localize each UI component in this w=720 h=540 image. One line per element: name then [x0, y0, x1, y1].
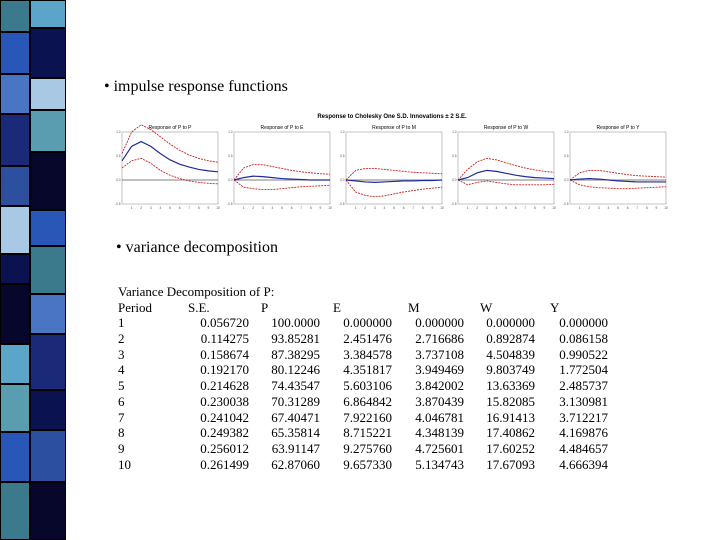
x-tick-label: 4 — [495, 206, 498, 210]
table-cell: 17.40862 — [486, 425, 535, 441]
y-tick-label: 0.0 — [340, 178, 345, 183]
sidebar-block — [30, 152, 66, 210]
x-tick-label: 4 — [271, 206, 274, 210]
x-tick-label: 6 — [402, 206, 405, 210]
x-tick-label: 3 — [149, 206, 152, 210]
panel-title: Response of P to P — [148, 125, 192, 131]
y-tick-label: -0.5 — [563, 202, 569, 207]
panel-frame — [122, 132, 218, 204]
panel-title: Response of P to Y — [596, 125, 640, 131]
table-cell: 8 — [118, 425, 125, 441]
panel-frame — [346, 132, 442, 204]
table-cell: 65.35814 — [271, 425, 320, 441]
y-tick-label: -0.5 — [451, 202, 457, 207]
y-tick-label: 1.0 — [452, 130, 457, 135]
table-cell: 2.485737 — [559, 378, 608, 394]
bullet-variance-decomposition — [116, 239, 278, 257]
x-tick-label: 6 — [290, 206, 293, 210]
response-line — [122, 142, 218, 172]
sidebar-decoration — [0, 0, 66, 540]
table-cell: 7 — [118, 409, 125, 425]
x-tick-label: 8 — [421, 206, 424, 210]
lower-band-line — [458, 180, 554, 185]
x-tick-label: 9 — [319, 206, 322, 210]
x-tick-label: 4 — [607, 206, 610, 210]
panel-title: Response of P to W — [483, 125, 529, 131]
table-cell: 0.990522 — [559, 346, 608, 362]
table-cell: 63.91147 — [271, 440, 320, 456]
x-tick-label: 5 — [393, 206, 395, 210]
table-cell: 0.241042 — [200, 409, 249, 425]
x-tick-label: 5 — [505, 206, 507, 210]
table-cell: 13.63369 — [486, 378, 535, 394]
sidebar-block — [0, 344, 30, 384]
x-tick-label: 7 — [636, 206, 639, 210]
table-cell: 8.715221 — [343, 425, 392, 441]
table-cell: 100.0000 — [271, 315, 320, 331]
y-tick-label: 1.0 — [340, 130, 345, 135]
x-tick-label: 4 — [383, 206, 386, 210]
table-cell: 3 — [118, 346, 125, 362]
sidebar-block — [30, 334, 66, 390]
sidebar-block — [30, 390, 66, 430]
table-cell: 1.772504 — [559, 362, 608, 378]
table-cell: 0.256012 — [200, 440, 249, 456]
x-tick-label: 1 — [242, 206, 245, 210]
sidebar-block — [30, 294, 66, 334]
sidebar-block — [0, 206, 30, 254]
x-tick-label: 4 — [159, 206, 162, 210]
column-header: Y — [550, 299, 560, 315]
column-header: P — [261, 299, 269, 315]
table-cell: 0.000000 — [343, 315, 392, 331]
y-tick-label: 0.0 — [116, 178, 121, 183]
table-cell: 4.666394 — [559, 456, 608, 472]
table-cell: 4.484657 — [559, 440, 608, 456]
x-tick-label: 10 — [664, 206, 668, 210]
table-cell: 62.87060 — [271, 456, 320, 472]
sidebar-block — [30, 28, 66, 78]
table-cell: 0.086158 — [559, 331, 608, 347]
x-tick-label: 9 — [207, 206, 210, 210]
response-line — [234, 176, 330, 180]
sidebar-block — [0, 482, 30, 540]
bullet-impulse-response — [104, 78, 288, 96]
x-tick-label: 3 — [597, 206, 600, 210]
sidebar-block — [30, 430, 66, 482]
y-tick-label: 1.0 — [116, 130, 121, 135]
table-cell: 4.046781 — [415, 409, 464, 425]
sidebar-block — [30, 246, 66, 294]
table-cell: 3.842002 — [415, 378, 464, 394]
table-cell: 9.657330 — [343, 456, 392, 472]
column-header: S.E. — [188, 299, 210, 315]
x-tick-label: 7 — [188, 206, 191, 210]
bullet-marker: • — [116, 239, 122, 256]
y-tick-label: 0.0 — [228, 178, 233, 183]
table-cell: 17.60252 — [486, 440, 535, 456]
y-tick-label: -0.5 — [227, 202, 233, 207]
table-cell: 0.261499 — [200, 456, 249, 472]
y-tick-label: -0.5 — [115, 202, 121, 207]
column-header: W — [480, 299, 493, 315]
table-cell: 4.351817 — [343, 362, 392, 378]
lower-band-line — [346, 180, 442, 197]
table-cell: 17.67093 — [486, 456, 535, 472]
panel-frame — [234, 132, 330, 204]
table-cell: 74.43547 — [271, 378, 320, 394]
column-header: E — [333, 299, 341, 315]
table-cell: 0.000000 — [415, 315, 464, 331]
table-cell: 5.603106 — [343, 378, 392, 394]
sidebar-block — [30, 110, 66, 152]
x-tick-label: 8 — [197, 206, 200, 210]
table-cell: 2.716686 — [415, 331, 464, 347]
x-tick-label: 3 — [261, 206, 264, 210]
table-cell: 3.870439 — [415, 393, 464, 409]
table-cell: 5 — [118, 378, 125, 394]
table-cell: 4.348139 — [415, 425, 464, 441]
x-tick-label: 2 — [140, 206, 143, 210]
response-line — [346, 180, 442, 182]
x-tick-label: 9 — [655, 206, 658, 210]
x-tick-label: 8 — [309, 206, 312, 210]
table-cell: 0.000000 — [486, 315, 535, 331]
x-tick-label: 5 — [281, 206, 283, 210]
x-tick-label: 7 — [524, 206, 527, 210]
x-tick-label: 10 — [216, 206, 220, 210]
table-cell: 5.134743 — [415, 456, 464, 472]
table-cell: 80.12246 — [271, 362, 320, 378]
sidebar-block — [30, 78, 66, 110]
x-tick-label: 9 — [431, 206, 434, 210]
table-cell: 93.85281 — [271, 331, 320, 347]
sidebar-block — [0, 74, 30, 114]
x-tick-label: 2 — [252, 206, 255, 210]
figure-title: Response to Cholesky One S.D. Innovations ± 2 S.E. — [317, 114, 467, 120]
table-cell: 0.214628 — [200, 378, 249, 394]
bullet-marker: • — [104, 78, 110, 95]
x-tick-label: 5 — [617, 206, 619, 210]
table-cell: 2 — [118, 331, 125, 347]
y-tick-label: 0.5 — [564, 154, 569, 159]
column-header: M — [408, 299, 420, 315]
x-tick-label: 2 — [476, 206, 479, 210]
table-cell: 0.158674 — [200, 346, 249, 362]
sidebar-block — [0, 384, 30, 432]
x-tick-label: 8 — [645, 206, 648, 210]
table-cell: 6 — [118, 393, 125, 409]
sidebar-block — [0, 114, 30, 166]
table-cell: 3.130981 — [559, 393, 608, 409]
x-tick-label: 10 — [552, 206, 556, 210]
y-tick-label: -0.5 — [339, 202, 345, 207]
table-cell: 70.31289 — [271, 393, 320, 409]
x-tick-label: 1 — [354, 206, 357, 210]
column-header: Period — [118, 299, 152, 315]
table-cell: 87.38295 — [271, 346, 320, 362]
table-title: Variance Decomposition of P: — [118, 284, 275, 299]
x-tick-label: 1 — [466, 206, 469, 210]
table-cell: 9.275760 — [343, 440, 392, 456]
x-tick-label: 7 — [300, 206, 303, 210]
upper-band-line — [346, 168, 442, 180]
x-tick-label: 1 — [130, 206, 133, 210]
table-cell: 4.725601 — [415, 440, 464, 456]
panel-title: Response of P to E — [260, 125, 304, 131]
table-cell: 6.864842 — [343, 393, 392, 409]
x-tick-label: 10 — [440, 206, 444, 210]
sidebar-block — [0, 432, 30, 482]
table-cell: 0.892874 — [486, 331, 535, 347]
x-tick-label: 8 — [533, 206, 536, 210]
x-tick-label: 10 — [328, 206, 332, 210]
y-tick-label: 0.5 — [228, 154, 233, 159]
table-cell: 1 — [118, 315, 125, 331]
sidebar-block — [0, 0, 30, 32]
table-cell: 0.114275 — [200, 331, 249, 347]
table-cell: 3.737108 — [415, 346, 464, 362]
table-cell: 3.384578 — [343, 346, 392, 362]
table-cell: 4 — [118, 362, 125, 378]
table-cell: 0.000000 — [559, 315, 608, 331]
x-tick-label: 6 — [178, 206, 181, 210]
table-cell: 15.82085 — [486, 393, 535, 409]
table-cell: 10 — [118, 456, 131, 472]
table-cell: 9 — [118, 440, 125, 456]
panel-frame — [570, 132, 666, 204]
x-tick-label: 9 — [543, 206, 546, 210]
sidebar-block — [0, 166, 30, 206]
table-cell: 16.91413 — [486, 409, 535, 425]
y-tick-label: 0.0 — [564, 178, 569, 183]
x-tick-label: 1 — [578, 206, 581, 210]
table-cell: 9.803749 — [486, 362, 535, 378]
table-cell: 0.056720 — [200, 315, 249, 331]
sidebar-block — [30, 0, 66, 28]
sidebar-block — [0, 32, 30, 74]
sidebar-block — [0, 284, 30, 344]
table-cell: 4.169876 — [559, 425, 608, 441]
x-tick-label: 2 — [364, 206, 367, 210]
upper-band-line — [458, 158, 554, 180]
sidebar-block — [30, 210, 66, 246]
table-cell: 3.712217 — [559, 409, 608, 425]
sidebar-block — [30, 482, 66, 540]
x-tick-label: 5 — [169, 206, 171, 210]
impulse-response-figure — [112, 110, 672, 216]
x-tick-label: 3 — [373, 206, 376, 210]
sidebar-block — [0, 254, 30, 284]
table-cell: 0.249382 — [200, 425, 249, 441]
panel-title: Response of P to M — [372, 125, 416, 131]
panel-frame — [458, 132, 554, 204]
table-cell: 2.451476 — [343, 331, 392, 347]
y-tick-label: 0.5 — [452, 154, 457, 159]
y-tick-label: 0.0 — [452, 178, 457, 183]
table-cell: 7.922160 — [343, 409, 392, 425]
bullet-text: impulse response functions — [113, 78, 288, 95]
upper-band-line — [234, 165, 330, 180]
table-cell: 0.230038 — [200, 393, 249, 409]
x-tick-label: 3 — [485, 206, 488, 210]
y-tick-label: 0.5 — [340, 154, 345, 159]
x-tick-label: 2 — [588, 206, 591, 210]
y-tick-label: 1.0 — [228, 130, 233, 135]
table-cell: 3.949469 — [415, 362, 464, 378]
table-cell: 67.40471 — [271, 409, 320, 425]
table-cell: 4.504839 — [486, 346, 535, 362]
x-tick-label: 6 — [514, 206, 517, 210]
y-tick-label: 1.0 — [564, 130, 569, 135]
y-tick-label: 0.5 — [116, 154, 121, 159]
table-cell: 0.192170 — [200, 362, 249, 378]
bullet-text: variance decomposition — [125, 239, 278, 256]
x-tick-label: 6 — [626, 206, 629, 210]
lower-band-line — [234, 180, 330, 190]
x-tick-label: 7 — [412, 206, 415, 210]
response-line — [458, 170, 554, 180]
